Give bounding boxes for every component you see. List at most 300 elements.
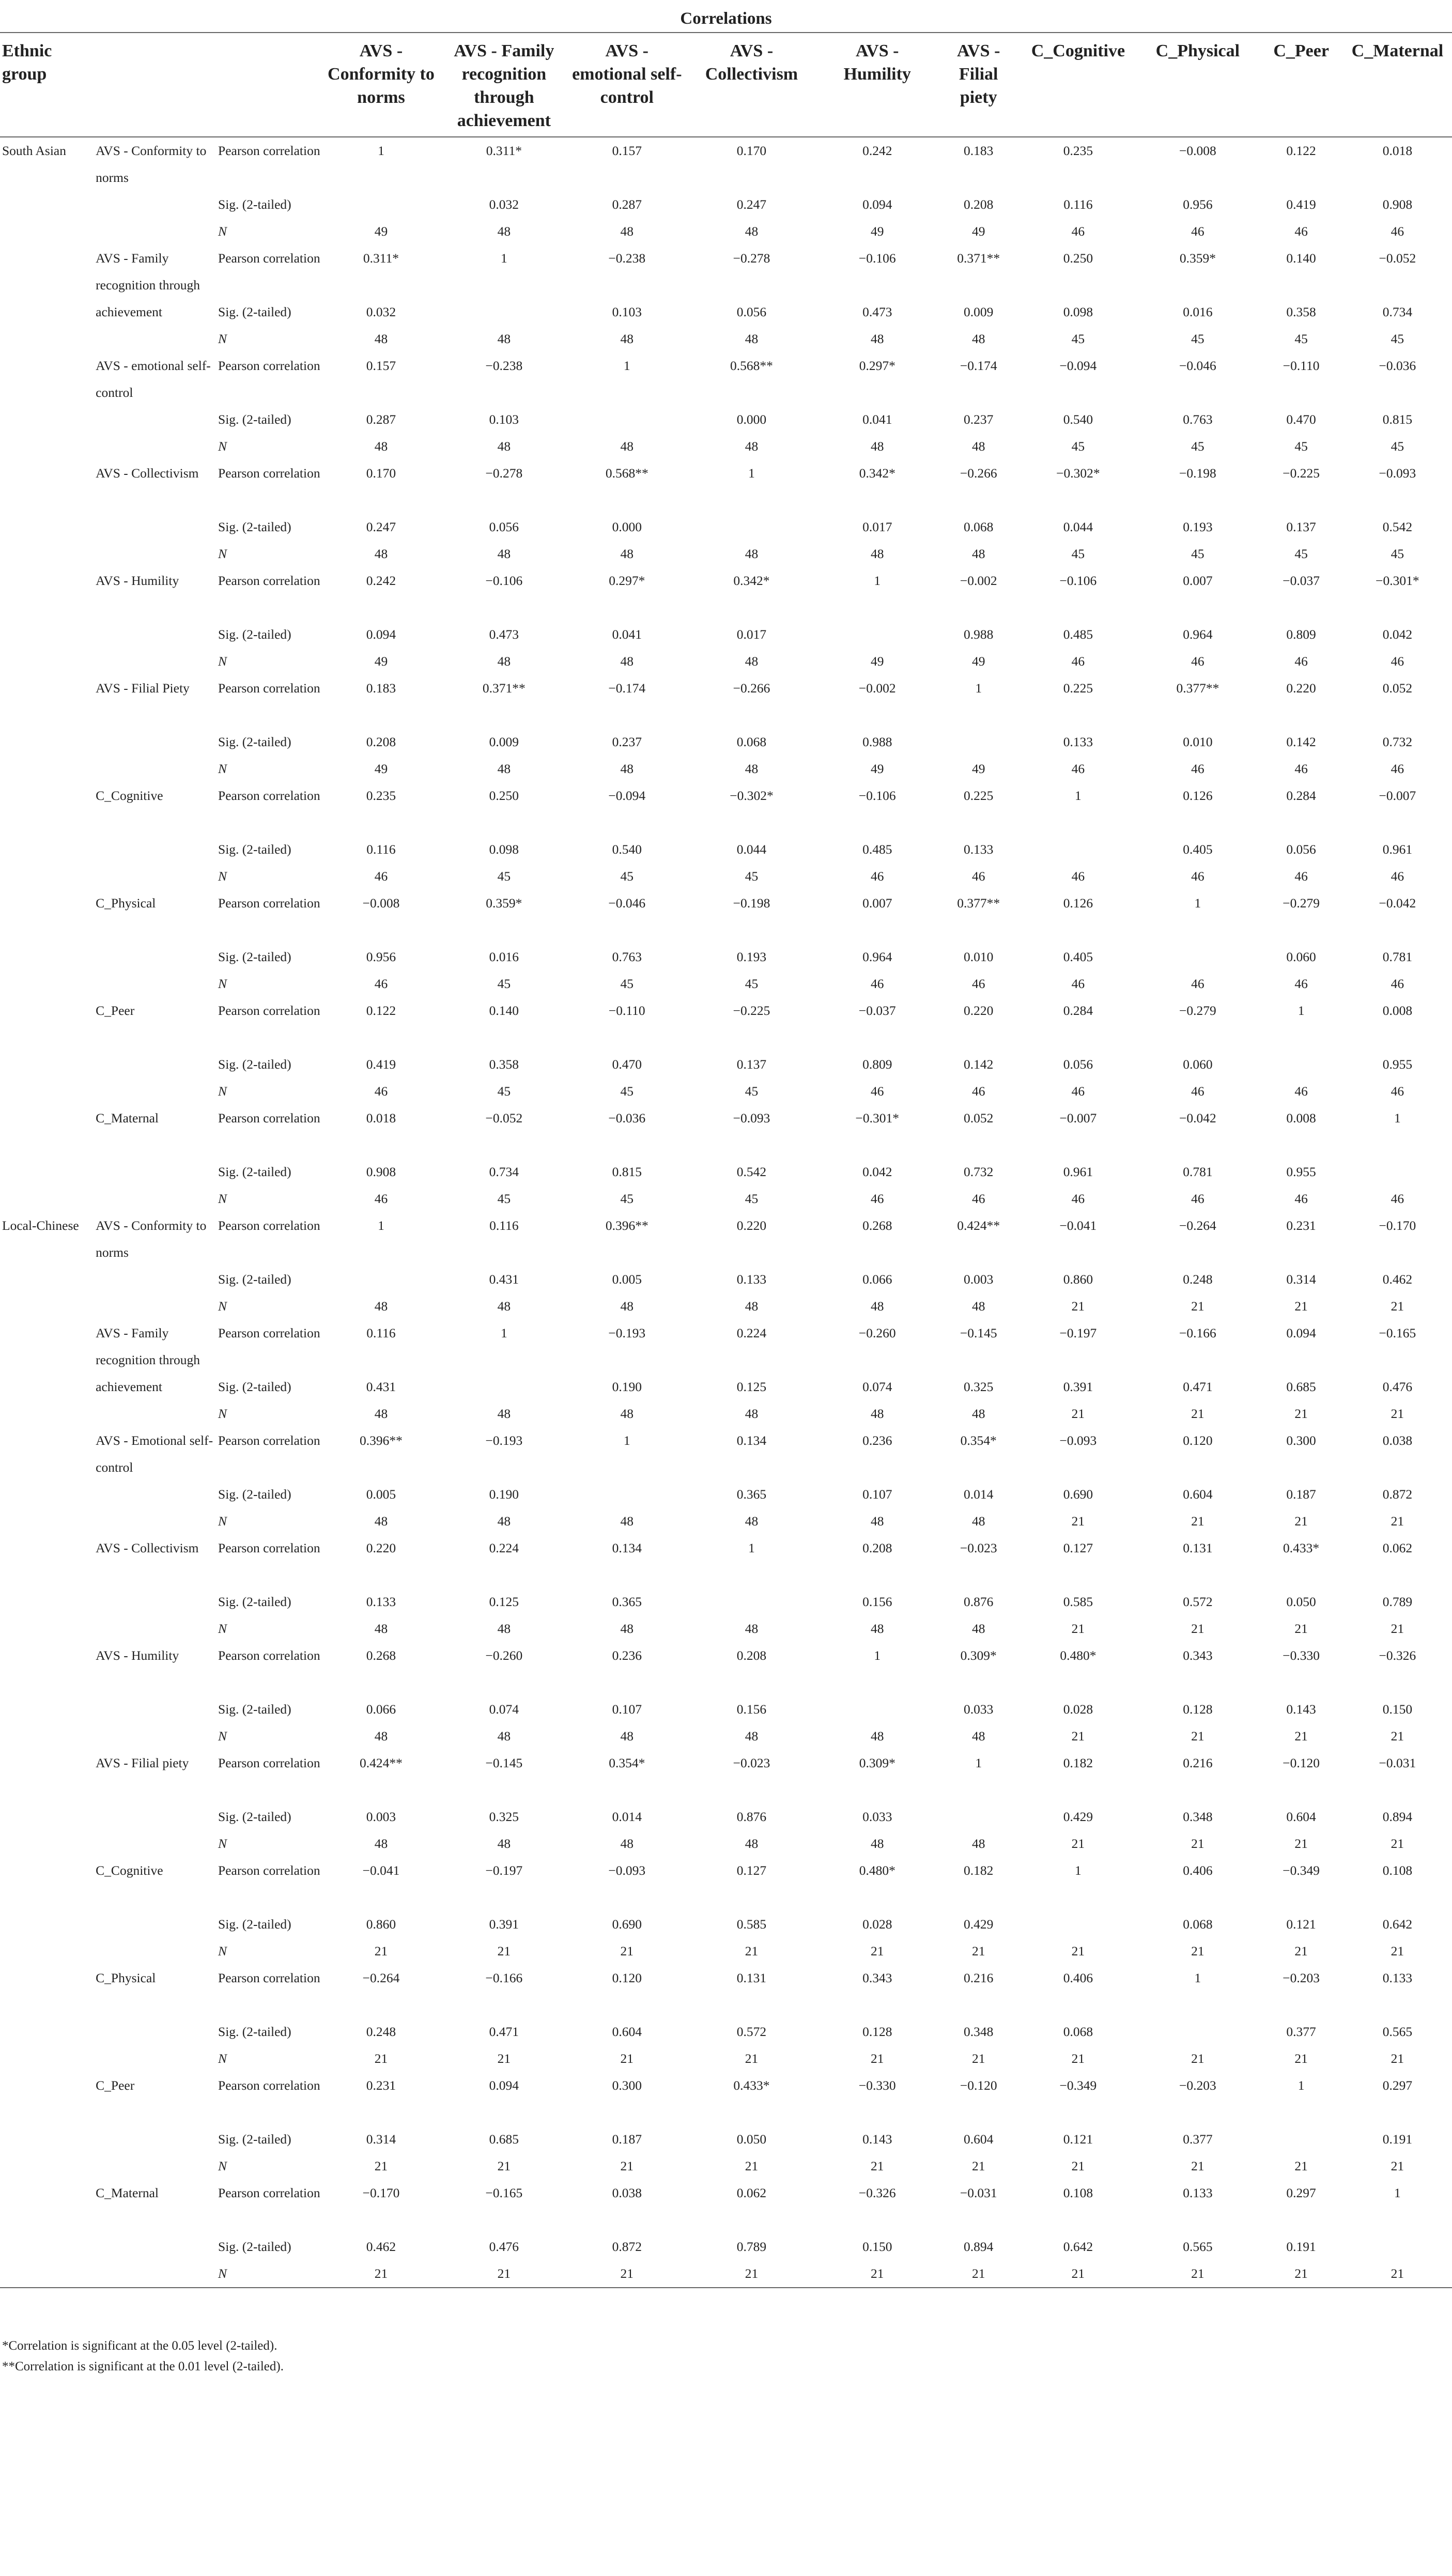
table-cell: 45 [497,1191,511,1206]
table-cell: −0.193 [485,1433,523,1448]
column-header: AVS - Humility [818,33,937,137]
table-cell: 46 [1191,1191,1204,1206]
table-cell: 0.133 [1183,2185,1213,2200]
table-cell: 49 [871,224,884,239]
table-cell: 21 [1391,2051,1404,2066]
table-cell: 0.431 [366,1379,396,1394]
n-row [0,863,1452,890]
table-cell: −0.330 [858,2078,896,2093]
table-cell: 46 [1071,224,1085,239]
table-cell: 0.182 [964,1863,994,1878]
statistic-label: N [218,869,227,884]
table-cell: 0.042 [1382,627,1413,642]
table-cell: 21 [1191,1406,1204,1421]
sig-row [0,1159,1452,1185]
table-cell: 48 [620,1299,634,1314]
table-cell [1020,1911,1136,1938]
table-cell: 0.056 [1286,842,1316,857]
table-cell: 1 [1194,1970,1201,1985]
table-cell: 0.433* [1283,1540,1320,1555]
table-cell: 48 [497,1514,511,1529]
table-cell: 0.297 [1382,2078,1413,2093]
table-cell: 0.396** [605,1218,648,1233]
table-cell: 48 [497,1299,511,1314]
table-cell: 0.143 [862,2132,892,2147]
table-cell: 46 [374,976,388,991]
statistic-label: Sig. (2-tailed) [218,304,291,319]
table-cell: 45 [745,1191,759,1206]
table-cell: 48 [497,654,511,669]
table-cell: 0.405 [1063,949,1093,964]
n-row [0,1400,1452,1427]
table-cell: 0.052 [964,1110,994,1125]
table-cell: −0.036 [1379,358,1416,373]
table-cell: 48 [374,331,388,346]
table-cell: 0.038 [612,2185,642,2200]
table-cell: 0.268 [862,1218,892,1233]
statistic-label: Sig. (2-tailed) [218,197,291,212]
table-cell: 0.018 [366,1110,396,1125]
statistic-label: Pearson correlation [218,358,320,373]
header-row [0,33,1452,137]
table-cell: −0.093 [608,1863,646,1878]
table-cell: −0.301* [1376,573,1419,588]
table-cell: 0.108 [1382,1863,1413,1878]
statistic-label: N [218,1084,227,1099]
table-cell: 0.208 [366,734,396,749]
table-cell: 21 [1071,2266,1085,2281]
table-cell: 45 [620,869,634,884]
table-cell: 45 [745,869,759,884]
table-cell: 0.473 [862,304,892,319]
pearson-row [0,352,1452,406]
table-cell: 0.116 [366,1325,396,1340]
table-cell: 48 [374,1299,388,1314]
sig-row [0,514,1452,541]
table-cell: 0.236 [862,1433,892,1448]
table-cell: 0.540 [612,842,642,857]
statistic-label: Sig. (2-tailed) [218,2239,291,2254]
table-cell: 46 [871,869,884,884]
table-cell: 48 [871,1836,884,1851]
sig-row [0,1266,1452,1293]
table-cell: 0.000 [612,519,642,534]
table-cell: 0.300 [612,2078,642,2093]
statistic-label: Sig. (2-tailed) [218,1057,291,1072]
table-cell: −0.106 [485,573,523,588]
variable-label: AVS - emotional self-control [96,358,211,400]
table-cell [818,1696,937,1723]
table-cell: 0.815 [612,1164,642,1179]
table-cell: −0.326 [1379,1648,1416,1663]
pearson-row [0,782,1452,836]
table-cell: 46 [1294,654,1308,669]
table-cell: 1 [1297,2078,1305,2093]
table-cell: −0.002 [858,681,896,696]
table-cell: 0.961 [1382,842,1413,857]
table-cell: 0.894 [1382,1809,1413,1824]
table-cell: 48 [871,1621,884,1636]
table-cell: 0.224 [489,1540,519,1555]
table-cell: 0.325 [489,1809,519,1824]
table-cell: 0.690 [612,1917,642,1932]
table-cell: 0.142 [964,1057,994,1072]
table-cell: −0.036 [608,1110,646,1125]
table-cell: 21 [871,2051,884,2066]
variable-label: C_Peer [96,1003,135,1018]
table-cell: 0.542 [1382,519,1413,534]
table-cell: 21 [745,2266,759,2281]
table-cell: 0.187 [1286,1487,1316,1502]
table-cell: 0.242 [862,143,892,158]
table-cell: −0.266 [960,466,997,481]
table-cell: 0.309* [960,1648,997,1663]
table-cell: 0.120 [1183,1433,1213,1448]
table-cell: 0.216 [964,1970,994,1985]
table-cell: 0.056 [736,304,767,319]
table-cell: 0.956 [1183,197,1213,212]
statistic-label: Pearson correlation [218,143,320,158]
table-cell: 0.074 [489,1702,519,1717]
table-cell: 0.224 [736,1325,767,1340]
table-cell: 0.604 [612,2024,642,2039]
variable-label: AVS - Conformity to norms [96,143,207,185]
table-cell: −0.031 [1379,1755,1416,1770]
table-cell: 0.358 [1286,304,1316,319]
table-cell: 0.732 [964,1164,994,1179]
n-row [0,541,1452,567]
table-cell: 0.314 [366,2132,396,2147]
table-cell: 0.377** [957,896,1000,911]
table-cell: 46 [1294,976,1308,991]
table-cell: 0.604 [964,2132,994,2147]
footnote: *Correlation is significant at the 0.05 level (2-tailed). [2,2339,277,2353]
table-cell: 48 [971,1836,985,1851]
table-cell: 0.284 [1063,1003,1093,1018]
table-cell: 0.133 [1382,1970,1413,1985]
table-cell: 48 [971,1729,985,1744]
n-row [0,755,1452,782]
statistic-label: Pearson correlation [218,1110,320,1125]
table-cell: 21 [1191,2158,1204,2173]
variable-label: C_Physical [96,1970,156,1985]
table-cell: −0.225 [1283,466,1320,481]
table-cell: 48 [497,331,511,346]
table-cell: 0.156 [862,1594,892,1609]
table-cell: −0.266 [733,681,770,696]
statistic-label: Pearson correlation [218,573,320,588]
table-cell: 1 [1394,1110,1401,1125]
table-cell: −0.008 [362,896,400,911]
sig-row [0,729,1452,755]
table-cell: 46 [971,976,985,991]
statistic-label: N [218,1943,227,1958]
table-cell: 1 [500,1325,507,1340]
table-cell: 21 [374,2051,388,2066]
table-cell: 0.225 [964,788,994,803]
table-cell: −0.110 [1283,358,1320,373]
table-cell: 0.007 [1183,573,1213,588]
table-cell: 0.431 [489,1272,519,1287]
table-cell: −0.165 [1379,1325,1416,1340]
n-row [0,1830,1452,1857]
table-cell: 45 [1294,331,1308,346]
table-cell: 0.062 [736,2185,767,2200]
table-cell: 46 [1294,1084,1308,1099]
table-cell: −0.264 [1179,1218,1216,1233]
sig-row [0,2233,1452,2260]
statistic-label: Sig. (2-tailed) [218,1917,291,1932]
table-cell: −0.120 [1283,1755,1320,1770]
table-cell: 0.041 [612,627,642,642]
table-cell: 0.235 [366,788,396,803]
table-cell: 21 [620,2266,634,2281]
table-cell: 0.208 [736,1648,767,1663]
statistic-label: N [218,1191,227,1206]
table-cell: 0.014 [964,1487,994,1502]
table-cell: 0.284 [1286,788,1316,803]
table-cell: 48 [620,1514,634,1529]
table-cell [1343,1159,1452,1185]
sig-row [0,621,1452,648]
table-cell: 0.060 [1183,1057,1213,1072]
table-cell: −0.094 [1059,358,1097,373]
table-cell: 0.116 [1063,197,1093,212]
table-cell: 46 [374,1084,388,1099]
statistic-label: N [218,761,227,776]
table-cell: 48 [745,1729,759,1744]
table-cell: 45 [1294,546,1308,561]
table-cell: 45 [1071,439,1085,454]
table-cell: 48 [497,1836,511,1851]
table-cell: 0.000 [736,412,767,427]
variable-label: AVS - Collectivism [96,1540,199,1555]
table-cell: 0.157 [612,143,642,158]
table-cell: −0.198 [733,896,770,911]
table-cell: −0.008 [1179,143,1216,158]
variable-label: AVS - Collectivism [96,466,199,481]
variable-label: AVS - Filial Piety [96,681,190,696]
table-cell [685,514,817,541]
table-cell: 1 [1394,2185,1401,2200]
table-cell: 21 [745,2158,759,2173]
table-cell: 0.052 [1382,681,1413,696]
table-cell: 0.734 [1382,304,1413,319]
table-cell: 21 [1391,1514,1404,1529]
table-cell: −0.302* [730,788,774,803]
table-cell: 0.208 [964,197,994,212]
statistic-label: Pearson correlation [218,2185,320,2200]
table-cell: 48 [620,1621,634,1636]
n-row [0,1723,1452,1750]
table-cell: 48 [374,1729,388,1744]
table-cell: 0.133 [964,842,994,857]
table-cell: 0.033 [862,1809,892,1824]
table-cell: 0.268 [366,1648,396,1663]
column-header: AVS - Conformity to norms [322,33,439,137]
table-cell: 48 [745,1299,759,1314]
table-cell: 0.017 [736,627,767,642]
table-cell: 48 [497,439,511,454]
table-cell: 0.016 [489,949,519,964]
statistic-label: N [218,1514,227,1529]
table-cell: 21 [1294,1514,1308,1529]
table-cell: 46 [1191,869,1204,884]
table-cell: 1 [975,1755,982,1770]
statistic-label: Pearson correlation [218,1540,320,1555]
table-cell [568,1481,685,1508]
table-cell: 21 [1294,2158,1308,2173]
table-cell: 0.137 [736,1057,767,1072]
table-cell: 0.137 [1286,519,1316,534]
table-cell: −0.145 [960,1325,997,1340]
table-cell: 0.127 [736,1863,767,1878]
table-cell: −0.052 [485,1110,523,1125]
table-cell: 46 [374,1191,388,1206]
statistic-label: N [218,2051,227,2066]
n-row [0,1078,1452,1105]
table-cell: 48 [620,654,634,669]
table-cell: 0.429 [964,1917,994,1932]
table-cell: 0.122 [1286,143,1316,158]
table-cell: −0.264 [362,1970,400,1985]
table-cell: 0.010 [1183,734,1213,749]
table-cell: 0.359* [486,896,522,911]
statistic-label: Pearson correlation [218,1863,320,1878]
table-cell: 0.781 [1382,949,1413,964]
table-cell: 0.143 [1286,1702,1316,1717]
table-cell: 0.248 [1183,1272,1213,1287]
table-cell: 0.128 [1183,1702,1213,1717]
table-cell: 0.961 [1063,1164,1093,1179]
table-cell: 0.134 [736,1433,767,1448]
table-cell: 0.809 [1286,627,1316,642]
table-cell: 0.150 [862,2239,892,2254]
statistic-label: Sig. (2-tailed) [218,1272,291,1287]
table-cell: 0.010 [964,949,994,964]
table-cell: 0.183 [366,681,396,696]
sig-row [0,1696,1452,1723]
table-cell: 21 [497,1943,511,1958]
variable-label: AVS - Conformity to norms [96,1218,207,1260]
table-cell: 0.044 [1063,519,1093,534]
table-cell: 1 [1075,788,1082,803]
ethnic-group-label: South Asian [2,143,66,158]
table-cell: 0.103 [489,412,519,427]
n-row [0,1293,1452,1320]
table-cell: 0.237 [612,734,642,749]
table-cell: 48 [971,439,985,454]
statistic-label: Sig. (2-tailed) [218,1379,291,1394]
table-cell: 21 [374,2158,388,2173]
table-cell: 0.094 [1286,1325,1316,1340]
ethnic-group-label: Local-Chinese [2,1218,79,1233]
table-cell: 0.424** [957,1218,1000,1233]
table-cell: 45 [620,1191,634,1206]
table-cell: 0.419 [1286,197,1316,212]
table-cell: 0.956 [366,949,396,964]
sig-row [0,1481,1452,1508]
table-cell: 48 [871,1406,884,1421]
table-cell: 0.009 [964,304,994,319]
table-cell: 1 [874,573,881,588]
pearson-row [0,997,1452,1051]
pearson-row [0,675,1452,729]
table-cell: 49 [971,224,985,239]
statistic-label: Pearson correlation [218,1003,320,1018]
table-cell: 0.225 [1063,681,1093,696]
table-cell: 21 [1391,1621,1404,1636]
pearson-row [0,1320,1452,1374]
table-cell: 0.122 [366,1003,396,1018]
table-cell: 49 [871,761,884,776]
table-cell: 46 [1391,224,1404,239]
table-cell: 46 [374,869,388,884]
table-cell: 0.126 [1063,896,1093,911]
pearson-row [0,1965,1452,2018]
table-cell: 0.134 [612,1540,642,1555]
table-cell: 48 [497,546,511,561]
table-cell: 48 [745,1514,759,1529]
table-cell: 45 [497,869,511,884]
table-cell: 0.003 [964,1272,994,1287]
table-cell: 21 [1071,2158,1085,2173]
table-cell: 21 [1071,1299,1085,1314]
table-cell: 0.182 [1063,1755,1093,1770]
table-cell: 0.480* [1060,1648,1096,1663]
table-cell [568,406,685,433]
pearson-row [0,1642,1452,1696]
table-cell: 0.572 [1183,1594,1213,1609]
table-cell: 0.220 [366,1540,396,1555]
statistic-label: N [218,331,227,346]
table-cell: 0.050 [736,2132,767,2147]
column-header: C_Cognitive [1020,33,1136,137]
table-cell: 21 [1191,1299,1204,1314]
table-cell: 21 [1191,1514,1204,1529]
table-cell: 0.377 [1183,2132,1213,2147]
statistic-label: N [218,1406,227,1421]
n-row [0,1508,1452,1535]
table-cell: −0.238 [608,251,646,266]
table-cell: 0.433* [733,2078,770,2093]
table-title: Correlations [680,9,772,28]
variable-label: AVS - Emotional self-control [96,1433,213,1475]
table-cell: 0.116 [489,1218,519,1233]
table-cell: −0.042 [1179,1110,1216,1125]
table-cell: 21 [971,2051,985,2066]
table-cell: 0.876 [964,1594,994,1609]
table-cell: 21 [1071,1514,1085,1529]
variable-label: AVS - Humility [96,1648,179,1663]
table-cell: 0.042 [862,1164,892,1179]
table-cell: 0.470 [1286,412,1316,427]
table-cell: 0.860 [366,1917,396,1932]
table-cell: 46 [1294,1191,1308,1206]
table-cell: 0.406 [1063,1970,1093,1985]
statistic-label: Pearson correlation [218,788,320,803]
table-cell: 48 [745,654,759,669]
table-cell [322,191,439,218]
table-cell: 21 [971,1943,985,1958]
table-cell: 0.685 [489,2132,519,2147]
statistic-label: Sig. (2-tailed) [218,1809,291,1824]
table-cell: 0.377 [1286,2024,1316,2039]
table-cell: 46 [1294,761,1308,776]
table-cell: 0.220 [736,1218,767,1233]
sig-row [0,2126,1452,2153]
n-row [0,970,1452,997]
